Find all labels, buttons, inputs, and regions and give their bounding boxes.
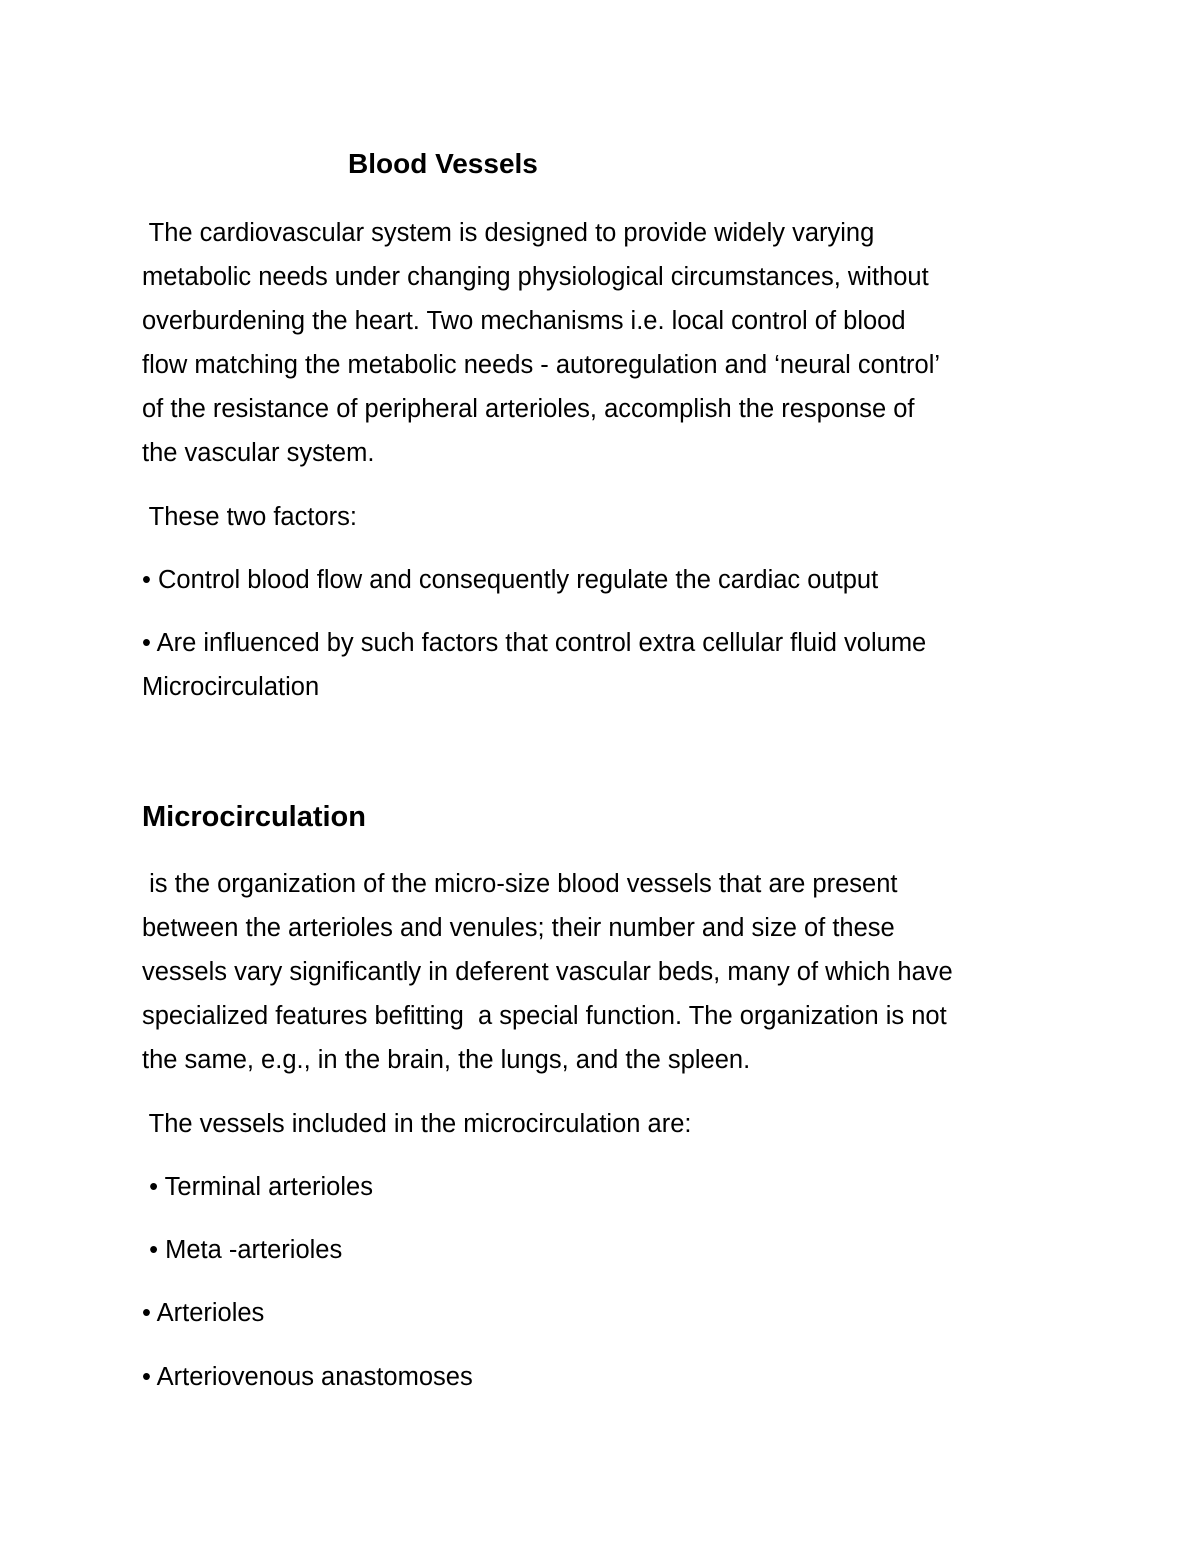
- vessel-bullet: • Arteriovenous anastomoses: [142, 1363, 473, 1391]
- micro-line: is the organization of the micro-size blood vessels that are present: [142, 870, 898, 898]
- vessel-bullet: • Meta -arterioles: [142, 1236, 343, 1264]
- intro-line: metabolic needs under changing physiological circumstances, without: [142, 263, 929, 291]
- intro-line: The cardiovascular system is designed to provide widely varying: [142, 219, 875, 247]
- factor-trailing-text: Microcirculation: [142, 673, 320, 701]
- micro-line: the same, e.g., in the brain, the lungs, and the spleen.: [142, 1046, 751, 1074]
- vessels-intro: The vessels included in the microcirculation are:: [142, 1110, 692, 1138]
- section-heading: Microcirculation: [142, 801, 366, 833]
- vessel-bullet: • Arterioles: [142, 1299, 265, 1327]
- vessel-bullet: • Terminal arterioles: [142, 1173, 373, 1201]
- intro-line: flow matching the metabolic needs - autoregulation and ‘neural control’: [142, 351, 941, 379]
- factors-intro: These two factors:: [142, 503, 357, 531]
- factor-bullet: • Are influenced by such factors that control extra cellular fluid volume: [142, 629, 927, 657]
- factor-bullet: • Control blood flow and consequently regulate the cardiac output: [142, 566, 879, 594]
- document-title: Blood Vessels: [348, 148, 538, 179]
- intro-line: overburdening the heart. Two mechanisms i.e. local control of blood: [142, 307, 906, 335]
- intro-line: the vascular system.: [142, 439, 375, 467]
- intro-line: of the resistance of peripheral arterioles, accomplish the response of: [142, 395, 915, 423]
- micro-line: between the arterioles and venules; their number and size of these: [142, 914, 895, 942]
- micro-line: vessels vary significantly in deferent vascular beds, many of which have: [142, 958, 953, 986]
- micro-line: specialized features befitting a special function. The organization is not: [142, 1002, 947, 1030]
